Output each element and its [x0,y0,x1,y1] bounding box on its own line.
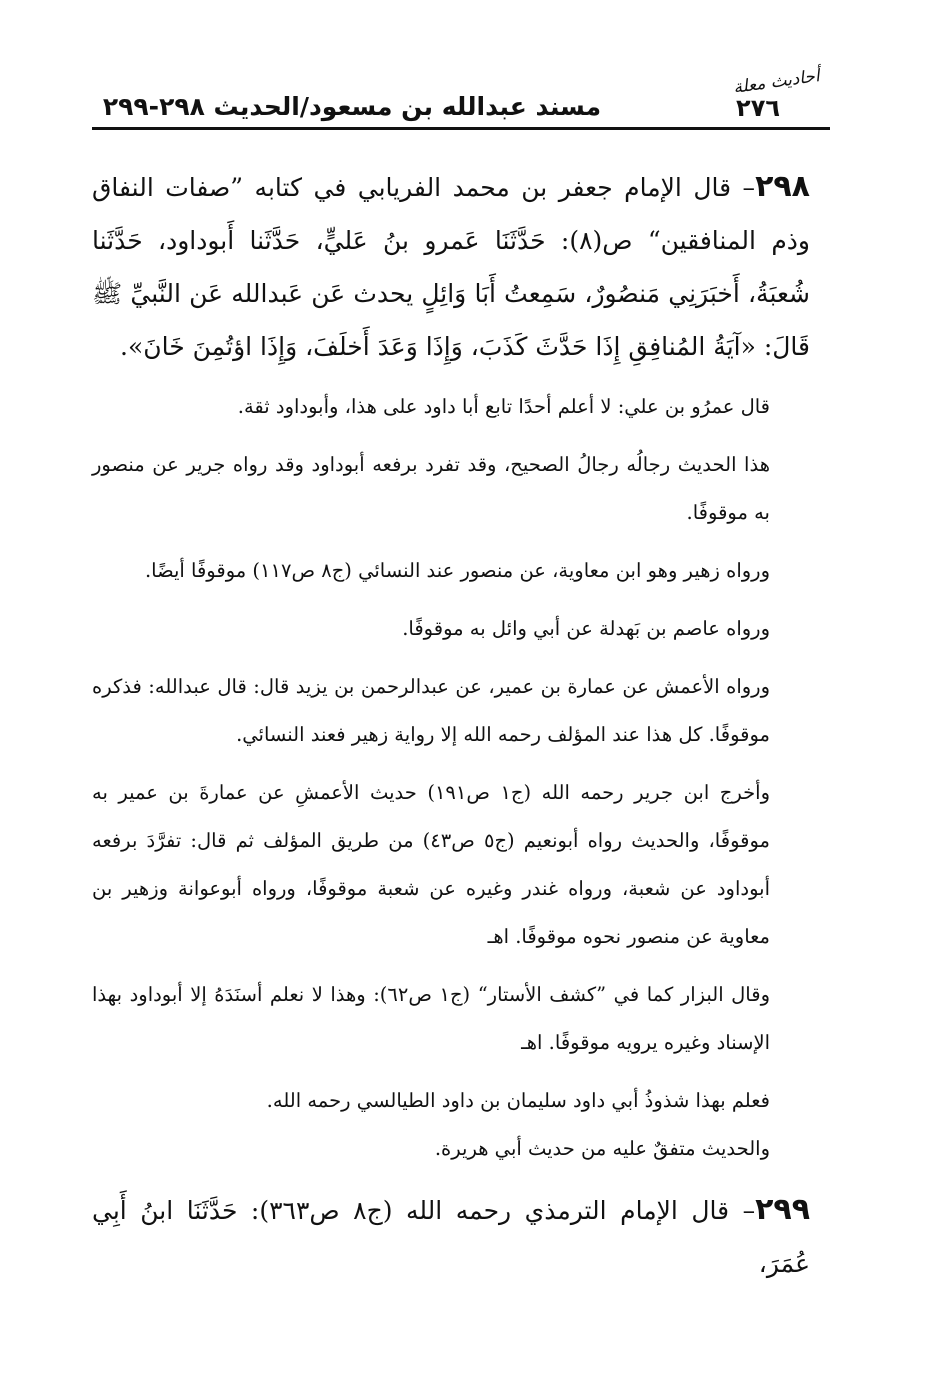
hadith-number: ٢٩٩ [755,1192,811,1227]
header-rule [92,127,830,130]
paragraph: ورواه عاصم بن بَهدلة عن أبي وائل به موقوفًا. [402,617,770,640]
paragraph: هذا الحديث رجالُه رجالُ الصحيح، وقد تفرد برفعه أبوداود وقد رواه جرير عن منصور به موقوفًا. [92,453,770,524]
page-number: ٢٧٦ [736,94,780,122]
paragraph: ورواه الأعمش عن عمارة بن عمير، عن عبدالرحمن بن يزيد قال: قال عبدالله: فذكره موقوفًا. كل هذا عند المؤلف رحمه الله إلا رواية زهير فعند النسائي. [92,675,770,746]
hadith-text: – قال الإمام الترمذي رحمه الله (ج٨ ص٣٦٣): حَدَّثَنَا ابنُ أَبِي عُمَرَ، [92,1196,810,1278]
paragraph: فعلم بهذا شذوذُ أبي داود سليمان بن داود الطيالسي رحمه الله. [266,1089,770,1112]
paragraph: قال عمرُو بن علي: لا أعلم أحدًا تابع أبا داود على هذا، وأبوداود ثقة. [237,395,770,418]
paragraph: وقال البزار كما في ”كشف الأستار“ (ج١ ص٦٢): وهذا لا نعلم أسنَدَهُ إلا أبوداود بهذا الإسناد وغيره يرويه موقوفًا. اهـ [92,983,770,1054]
page-header [92,66,830,132]
paragraph: ورواه زهير وهو ابن معاوية، عن منصور عند النسائي (ج٨ ص١١٧) موقوفًا أيضًا. [144,559,770,582]
handwritten-note: أحاديث معلة [732,66,821,98]
hadith-number: ٢٩٨ [755,169,810,204]
hadith-text: – قال الإمام جعفر بن محمد الفريابي في كتابه ”صفات النفاق وذم المنافقين“ ص(٨): حَدَّثَنَا عَمرو بنُ عَليٍّ، حَدَّثَنا أَبوداود، حَدَّثَنا شُعبَةُ، أَخبَرَنِي مَنصُورٌ، سَمِعتُ أَبَا وَائِلٍ يحدث عَن عَبدالله عَن النَّبيِّ ﷺ قَالَ: «آيَةُ المُنافِقِ إِذَا حَدَّثَ كَذَبَ، وَإِذَا وَعَدَ أَخلَفَ، وَإِذَا اؤتُمِنَ خَانَ». [92,173,811,361]
hadith-299 [92,1183,810,1290]
paragraph: والحديث متفقٌ عليه من حديث أبي هريرة. [434,1137,770,1160]
paragraph: وأخرج ابن جرير رحمه الله (ج١ ص١٩١) حديث الأعمشِ عن عمارةَ بن عمير به موقوفًا، والحديث رواه أبونعيم (ج٥ ص٤٣) من طريق المؤلف ثم قال: تفرَّدَ برفعه أبوداود عن شعبة، ورواه غندر وغيره عن شعبة موقوفًا، ورواه أبوعوانة وزهير بن معاوية عن منصور نحوه موقوفًا. اهـ [92,781,770,948]
running-title: مسند عبدالله بن مسعود/الحديث ٢٩٨-٢٩٩ [102,92,602,121]
hadith-298 [92,160,810,373]
page-body [92,160,810,1290]
